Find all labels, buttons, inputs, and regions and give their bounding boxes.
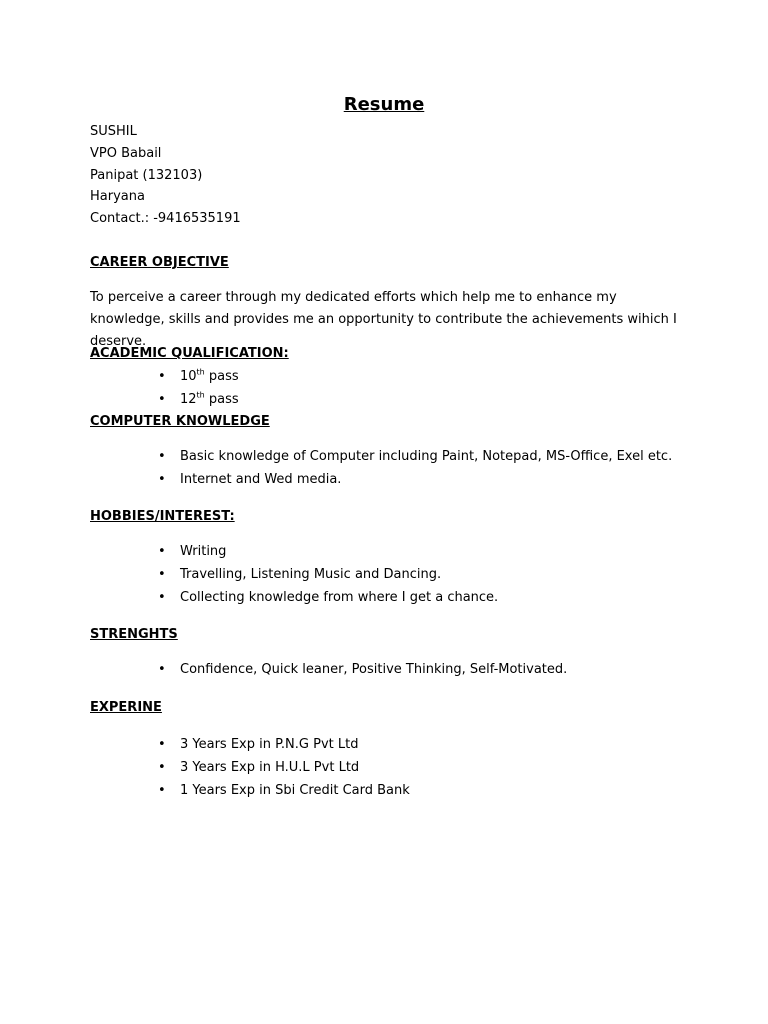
contact-state: Haryana [90,189,145,204]
academic-qualification-heading: ACADEMIC QUALIFICATION: [90,346,289,361]
hobbies-heading: HOBBIES/INTEREST: [90,509,235,524]
hobby-item [158,543,227,561]
contact-address-line-2: Panipat (132103) [90,168,203,183]
computer-knowledge-heading: COMPUTER KNOWLEDGE [90,414,270,429]
hobby-item-text: Collecting knowledge from where I get a chance. [180,590,499,605]
experience-heading: EXPERINE [90,700,162,715]
experience-item-text: 1 Years Exp in Sbi Credit Card Bank [180,783,410,798]
bullet-icon: • [158,369,166,384]
experience-item-text: 3 Years Exp in H.U.L Pvt Ltd [180,760,360,775]
contact-name: SUSHIL [90,124,137,139]
hobby-item [158,566,442,584]
bullet-icon: • [158,590,166,605]
strengths-heading: STRENGHTS [90,627,178,642]
strength-item-text: Confidence, Quick leaner, Positive Thinking, Self-Motivated. [180,662,568,677]
bullet-icon: • [158,567,166,582]
bullet-icon: • [158,760,166,775]
bullet-icon: • [158,783,166,798]
experience-item [158,736,359,754]
contact-address-line-1: VPO Babail [90,146,162,161]
career-objective-text: To perceive a career through my dedicated efforts which help me to enhance my knowledge, skills and provides me an opportunity to contribute the achievements wihich I deserve. [90,290,677,349]
experience-item [158,782,410,800]
bullet-icon: • [158,662,166,677]
academic-item [158,390,239,409]
hobby-item-text: Travelling, Listening Music and Dancing. [180,567,442,582]
bullet-icon: • [158,392,166,407]
academic-item-text: 10th pass [180,367,239,384]
strength-item [158,661,568,679]
academic-item-text: 12th pass [180,390,239,407]
academic-item [158,367,239,386]
computer-item [158,471,342,489]
page-title: Resume [343,94,425,115]
experience-item [158,759,360,777]
bullet-icon: • [158,737,166,752]
bullet-icon: • [158,544,166,559]
hobby-item [158,589,499,607]
bullet-icon: • [158,472,166,487]
contact-phone: Contact.: -9416535191 [90,211,241,226]
bullet-icon: • [158,449,166,464]
computer-item-text: Internet and Wed media. [180,472,342,487]
computer-item-text: Basic knowledge of Computer including Paint, Notepad, MS-Office, Exel etc. [180,449,673,464]
hobby-item-text: Writing [180,544,227,559]
computer-item [158,448,673,466]
career-objective-heading: CAREER OBJECTIVE [90,255,229,270]
experience-item-text: 3 Years Exp in P.N.G Pvt Ltd [180,737,359,752]
